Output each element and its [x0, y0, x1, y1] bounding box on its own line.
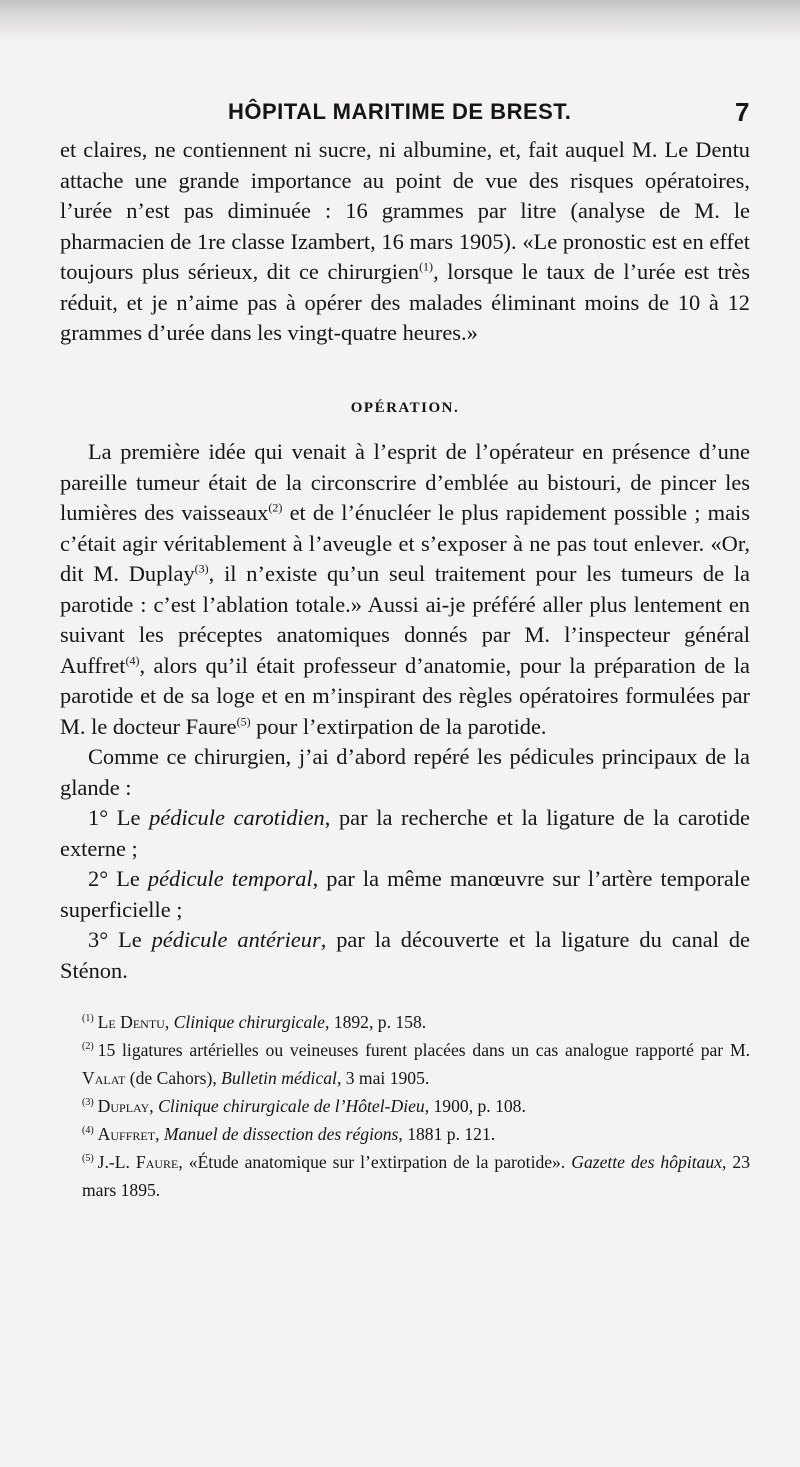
paragraph-operation: [60, 437, 750, 742]
footnote-author: Auffret: [97, 1124, 156, 1144]
text-span: , 1900, p. 108.: [424, 1096, 526, 1116]
body-text: [60, 135, 750, 986]
text-span: , par la découverte et la ligature du canal de Sténon.: [60, 927, 750, 983]
footnote-author: J.-L. Faure: [97, 1152, 179, 1172]
footnote-number: (2): [82, 1041, 94, 1053]
emphasis: Clinique chirurgicale: [173, 1012, 325, 1032]
footnote: [60, 1148, 750, 1204]
footnote-author: Duplay: [97, 1096, 150, 1116]
footnote: [60, 1120, 750, 1148]
text-span: et de l’énucléer le plus rapidement possible ; mais c’était agir véritablement à l’aveugle et s’exposer à ne pas tout enlever. «Or, dit M. Duplay: [60, 500, 750, 586]
text-span: Le: [108, 866, 148, 891]
footnote-author: Valat: [82, 1068, 126, 1088]
footnote-ref: (5): [236, 714, 251, 729]
text-span: 15 ligatures artérielles ou veineuses furent placées dans un cas analogue rapporté par M.: [97, 1040, 750, 1060]
header-title: HÔPITAL MARITIME DE BREST.: [228, 99, 572, 124]
paragraph-pedicules: Comme ce chirurgien, j’ai d’abord repéré les pédicules principaux de la glande :: [60, 744, 750, 800]
footnote-ref: (2): [268, 500, 283, 515]
emphasis: Manuel de dissection des régions: [163, 1124, 399, 1144]
emphasis: Clinique chirurgicale de l’Hôtel-Dieu: [158, 1096, 425, 1116]
footnote-ref: (1): [419, 259, 434, 274]
list-number: 1°: [88, 805, 109, 830]
paragraph-continuation: [60, 135, 750, 349]
footnote-number: (1): [82, 1013, 94, 1025]
text-span: et claires, ne contiennent ni sucre, ni albumine, et, fait auquel M. Le Dentu attache une grande importance au point de vue des risques opératoires, l’urée n’est pas diminuée : 16 grammes par litre (analyse de M. le pharmacien de 1re classe Izambert, 16 mars 1905). «Le pronostic est en effet toujours plus sérieux, dit ce chirurgien: [60, 137, 750, 284]
text-span: ,: [155, 1124, 164, 1144]
text-span: , par la même manœuvre sur l’artère temporale superficielle ;: [60, 866, 751, 922]
emphasis: pédicule carotidien: [149, 805, 325, 830]
footnote-number: (4): [82, 1125, 94, 1137]
running-header: [60, 95, 750, 135]
text-span: , alors qu’il était professeur d’anatomie, pour la préparation de la parotide et de sa loge et en m’inspirant des règles opératoires formulées par M. le docteur Faure: [60, 652, 750, 739]
list-number: 3°: [88, 927, 109, 952]
list-item: [60, 803, 750, 864]
text-span: , par la recherche et la ligature de la carotide externe ;: [60, 805, 750, 861]
emphasis: Gazette des hôpitaux: [571, 1152, 723, 1172]
list-item: [60, 925, 750, 986]
footnote-number: (5): [82, 1153, 94, 1165]
page-number: 7: [735, 97, 750, 127]
footnote: [60, 1008, 750, 1036]
text-span: La première idée qui venait à l’esprit de l’opérateur en présence d’une pareille tumeur était de la circonscrire d’emblée au bistouri, de pincer les lumières des vaisseaux: [60, 439, 750, 525]
page: [60, 95, 750, 1204]
text-span: , 23 mars 1895.: [82, 1152, 751, 1200]
text-span: (de Cahors),: [125, 1068, 222, 1088]
text-span: , 1881 p. 121.: [398, 1124, 496, 1144]
list-number: 2°: [88, 866, 109, 891]
footnote-ref: (3): [194, 561, 209, 576]
text-span: ,: [164, 1012, 174, 1032]
list-item: [60, 864, 750, 925]
text-span: , 3 mai 1905.: [336, 1068, 430, 1088]
footnotes: [60, 1008, 750, 1204]
text-span: pour l’extirpation de la parotide.: [250, 713, 547, 739]
text-span: , 1892, p. 158.: [324, 1012, 427, 1032]
footnote: [60, 1092, 750, 1120]
text-span: , il n’existe qu’un seul traitement pour les tumeurs de la parotide : c’est l’ablation totale.» Aussi ai-je préféré aller plus lentement en suivant les préceptes anatomiques donnés par M. l’inspecteur général Auffret: [60, 561, 750, 678]
footnote: [60, 1036, 750, 1092]
footnote-ref: (4): [125, 653, 140, 668]
footnote-number: (3): [82, 1097, 94, 1109]
section-title: OPÉRATION.: [350, 399, 460, 416]
text-span: , «Étude anatomique sur l’extirpation de la parotide».: [178, 1152, 572, 1172]
text-span: , lorsque le taux de l’urée est très réduit, et je n’aime pas à opérer des malades éliminant moins de 10 à 12 grammes d’urée dans les vingt-quatre heures.»: [60, 259, 750, 345]
emphasis: Bulletin médical: [221, 1068, 337, 1088]
footnote-author: Le Dentu: [97, 1012, 165, 1032]
text-span: Le: [108, 805, 150, 830]
scan-shadow: [0, 0, 800, 42]
emphasis: pédicule antérieur: [151, 927, 321, 952]
text-span: Le: [108, 927, 152, 952]
text-span: ,: [149, 1096, 159, 1116]
emphasis: pédicule temporal: [147, 866, 313, 891]
